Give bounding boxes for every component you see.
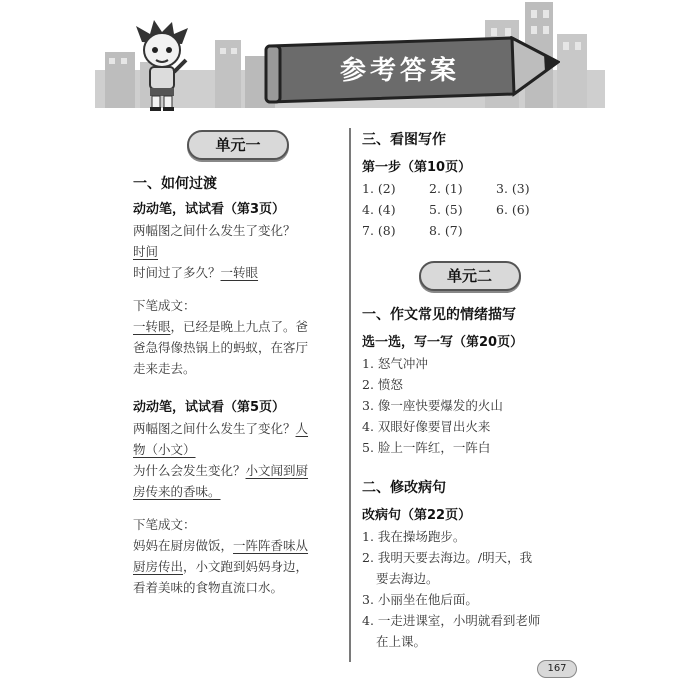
unit-one-badge: 单元一 [187, 130, 289, 160]
section-fix-sentence-heading: 二、修改病句 [362, 480, 446, 496]
cartoon-boy-icon [128, 20, 198, 112]
left-column [133, 130, 343, 598]
list-item: 4. 双眼好像要冒出火来 [362, 419, 491, 434]
question-line: 两幅图之间什么发生了变化？ [133, 223, 296, 238]
paragraph-line: 爸急得像热锅上的蚂蚁，在客厅 [133, 340, 309, 355]
exercise-page3-heading: 动动笔，试试看（第3页） [133, 202, 286, 217]
right-column [362, 130, 577, 652]
section-picture-writing-heading: 三、看图写作 [362, 132, 446, 148]
list-item: 2. 愤怒 [362, 377, 403, 392]
answer-item: 1. (2) [362, 181, 396, 196]
page-title: 参考答案 [339, 56, 460, 86]
list-item: 4. 一走进课室，小明就看到老师 [362, 613, 541, 628]
list-item: 5. 脸上一阵红，一阵白 [362, 440, 491, 455]
answer-item: 5. (5) [429, 202, 463, 217]
answer-item: 2. (1) [429, 181, 463, 196]
list-item-continuation: 要去海边。 [376, 571, 439, 586]
question-line: 为什么会发生变化？小文闻到厨 [133, 463, 309, 478]
answer-person: 物（小文） [133, 442, 196, 457]
paragraph-line: 走来走去。 [133, 361, 196, 376]
section-emotion-heading: 一、作文常见的情绪描写 [362, 307, 516, 323]
step-one-heading: 第一步（第10页） [362, 160, 472, 175]
write-label: 下笔成文： [133, 517, 196, 532]
list-item: 2. 我明天要去海边。/明天，我 [362, 550, 533, 565]
paragraph-line: 厨房传出，小文跑到妈妈身边， [133, 559, 309, 574]
exercise-page5-heading: 动动笔，试试看（第5页） [133, 400, 286, 415]
answer-item: 7. (8) [362, 223, 396, 238]
answer-grid [362, 178, 577, 241]
answer-item: 8. (7) [429, 223, 463, 238]
question-line: 两幅图之间什么发生了变化？人 [133, 421, 309, 436]
list-item: 3. 小丽坐在他后面。 [362, 592, 478, 607]
paragraph-line: 看着美味的食物直流口水。 [133, 580, 284, 595]
answer-blink: 一转眼 [220, 265, 259, 280]
list-item-continuation: 在上课。 [376, 634, 427, 649]
column-divider [349, 128, 351, 662]
answer-item: 3. (3) [496, 181, 530, 196]
answer-smell: 房传来的香味。 [133, 484, 221, 499]
answer-item: 6. (6) [496, 202, 530, 217]
answer-time: 时间 [133, 244, 159, 259]
list-item: 3. 像一座快要爆发的火山 [362, 398, 503, 413]
select-write-heading: 选一选，写一写（第20页） [362, 335, 524, 350]
list-item: 1. 我在操场跑步。 [362, 529, 466, 544]
unit-two-badge: 单元二 [419, 261, 521, 291]
write-label: 下笔成文： [133, 298, 196, 313]
answer-item: 4. (4) [362, 202, 396, 217]
paragraph-line: 一转眼，已经是晚上九点了。爸 [133, 319, 309, 334]
fix-sentence-heading: 改病句（第22页） [362, 508, 472, 523]
list-item: 1. 怒气冲冲 [362, 356, 428, 371]
section-transition-heading: 一、如何过渡 [133, 176, 217, 192]
question-line: 时间过了多久？一转眼 [133, 265, 259, 280]
paragraph-line: 妈妈在厨房做饭，一阵阵香味从 [133, 538, 309, 553]
page-number: 167 [537, 660, 577, 678]
